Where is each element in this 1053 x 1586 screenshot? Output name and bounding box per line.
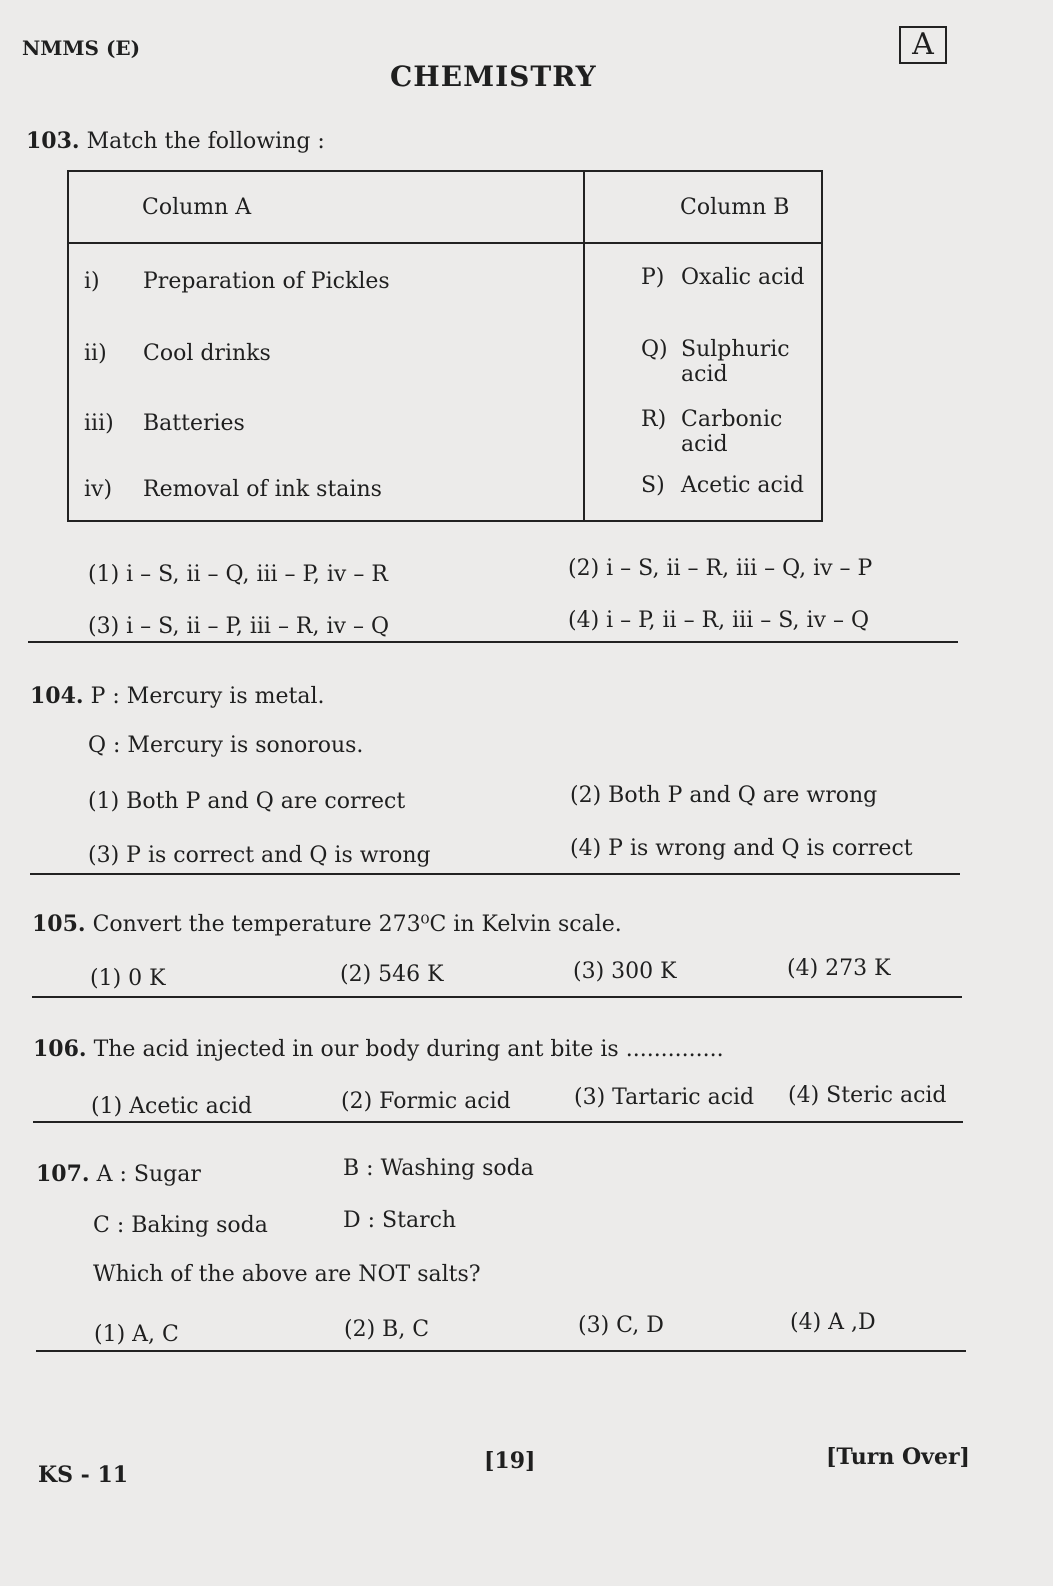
divider [28,641,958,643]
question-text: Match the following : [86,129,325,154]
question-103 [26,128,325,154]
option-1[interactable]: (1) Both P and Q are correct [88,789,406,814]
option-3[interactable]: (3) i – S, ii – P, iii – R, iv – Q [88,614,389,639]
option-3[interactable]: (3) 300 K [573,959,677,984]
exam-code: NMMS (E) [22,36,141,60]
item-d: D : Starch [343,1208,457,1233]
question-107 [36,1161,201,1187]
column-a-cell: i) Preparation of Pickles ii) Cool drinks iii) Batteries iv) Removal of ink stains [68,243,584,521]
page-title: CHEMISTRY [390,60,597,93]
item-a: A : Sugar [96,1162,201,1187]
divider [32,996,962,998]
question-number: 105. [32,911,86,937]
option-2[interactable]: (2) Formic acid [341,1089,511,1114]
option-3[interactable]: (3) Tartaric acid [574,1085,755,1110]
option-3[interactable]: (3) C, D [578,1313,664,1338]
option-4[interactable]: (4) 273 K [787,956,891,981]
question-number: 106. [33,1036,87,1062]
divider [33,1121,963,1123]
option-1[interactable]: (1) 0 K [90,966,166,991]
statement-q: Q : Mercury is sonorous. [88,733,364,758]
option-4[interactable]: (4) P is wrong and Q is correct [570,836,913,861]
question-number: 107. [36,1161,90,1187]
item-c: C : Baking soda [93,1213,268,1238]
option-2[interactable]: (2) Both P and Q are wrong [570,783,878,808]
column-b-header: Column B [584,171,822,243]
item-b: B : Washing soda [343,1156,534,1181]
option-2[interactable]: (2) 546 K [340,962,444,987]
question-number: 104. [30,683,84,709]
option-1[interactable]: (1) A, C [94,1322,179,1347]
turn-over: [Turn Over] [826,1444,970,1470]
match-table [67,170,823,522]
page-number: [19] [484,1448,536,1474]
option-2[interactable]: (2) B, C [344,1317,430,1342]
question-106 [33,1036,724,1062]
divider [36,1350,966,1352]
question-105 [32,911,622,937]
question-text: P : Mercury is metal. [90,684,325,709]
set-badge: A [899,26,947,64]
divider [30,873,960,875]
option-3[interactable]: (3) P is correct and Q is wrong [88,843,431,868]
question-number: 103. [26,128,80,154]
option-4[interactable]: (4) A ,D [790,1310,876,1335]
option-1[interactable]: (1) Acetic acid [91,1094,253,1119]
question-104 [30,683,324,709]
question-text: Which of the above are NOT salts? [93,1262,481,1287]
option-1[interactable]: (1) i – S, ii – Q, iii – P, iv – R [88,562,388,587]
option-2[interactable]: (2) i – S, ii – R, iii – Q, iv – P [568,556,873,581]
column-a-header: Column A [68,171,584,243]
footer-code: KS - 11 [38,1462,129,1488]
column-b-cell: P) Oxalic acid Q) Sulphuric acid R) Carbonic acid S) Acetic acid [584,243,822,521]
option-4[interactable]: (4) Steric acid [788,1083,947,1108]
question-text: The acid injected in our body during ant bite is .............. [93,1037,724,1062]
question-text: Convert the temperature 273⁰C in Kelvin scale. [92,912,622,937]
option-4[interactable]: (4) i – P, ii – R, iii – S, iv – Q [568,608,869,633]
